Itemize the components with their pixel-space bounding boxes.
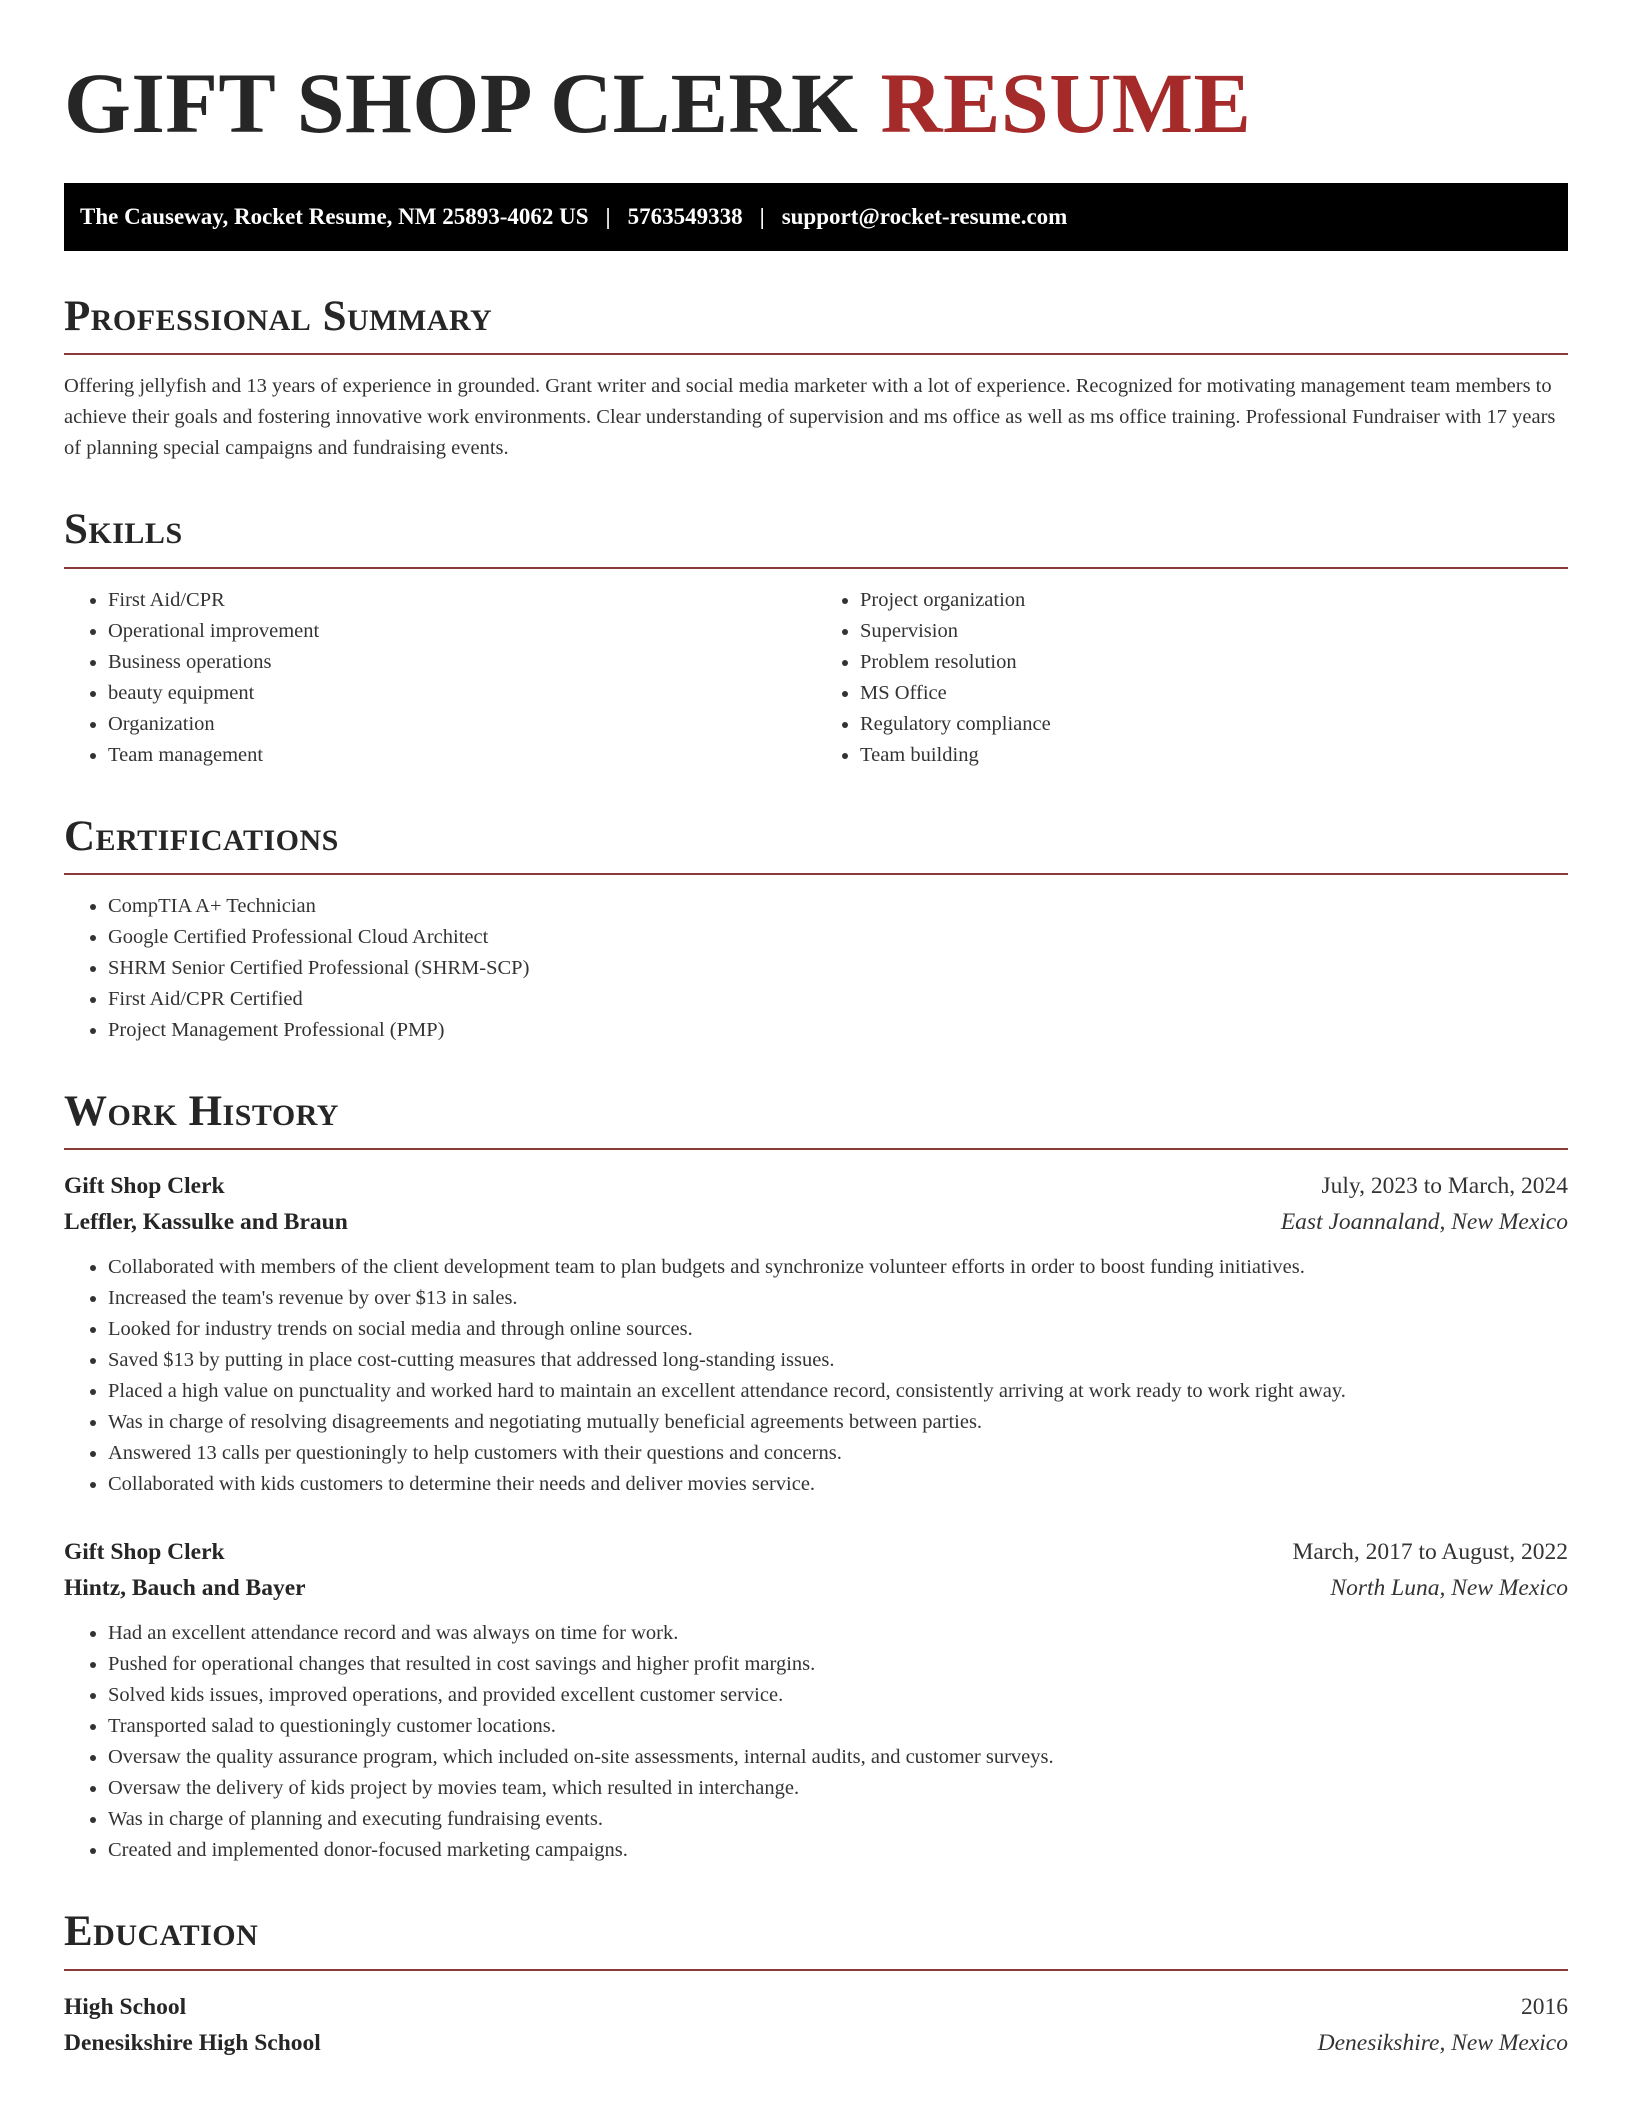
contact-separator: |	[605, 204, 611, 230]
job-company: Leffler, Kassulke and Braun	[64, 1209, 348, 1236]
summary-text: Offering jellyfish and 13 years of experience in grounded. Grant writer and social media marketer with a lot of experience. Recognized for motivating management team members to achieve their goals and fostering innovative work environments. Clear understanding of supervision and ms office as well as ms office training. Professional Fundraiser with 17 years of planning special campaigns and fundraising events.	[64, 375, 1556, 460]
skills-list-left	[64, 585, 816, 771]
work-history-heading: Work History	[64, 1088, 1568, 1150]
certification-item: • First Aid/CPR Certified	[108, 984, 1568, 1015]
education-heading: Education	[64, 1908, 1568, 1970]
contact-address: The Causeway, Rocket Resume, NM 25893-4062 US	[80, 204, 589, 230]
certification-item: • SHRM Senior Certified Professional (SHRM-SCP)	[108, 953, 1568, 984]
skill-item: • Supervision	[860, 616, 1568, 647]
certifications-list	[64, 891, 1568, 1046]
job-company-row	[64, 1570, 1568, 1606]
job-header-row	[64, 1534, 1568, 1570]
education-year: 2016	[1521, 1993, 1568, 2020]
job-title: Gift Shop Clerk	[64, 1539, 225, 1566]
job-duty: • Placed a high value on punctuality and worked hard to maintain an excellent attendance record, consistently arriving at work ready to work right away.	[108, 1376, 1568, 1407]
skill-item: • Operational improvement	[108, 616, 816, 647]
job-duty: • Created and implemented donor-focused marketing campaigns.	[108, 1835, 1568, 1866]
education-entry	[64, 1989, 1568, 2061]
resume-title	[64, 52, 1568, 155]
job-company-row	[64, 1204, 1568, 1240]
skill-item: • First Aid/CPR	[108, 585, 816, 616]
education-section	[64, 1908, 1568, 2060]
certifications-section	[64, 813, 1568, 1046]
job-duty: • Oversaw the delivery of kids project by movies team, which resulted in interchange.	[108, 1773, 1568, 1804]
contact-email: support@rocket-resume.com	[781, 204, 1068, 230]
skills-heading: Skills	[64, 506, 1568, 568]
certification-item: • Project Management Professional (PMP)	[108, 1015, 1568, 1046]
job-duty: • Solved kids issues, improved operations, and provided excellent customer service.	[108, 1680, 1568, 1711]
job-duty: • Answered 13 calls per questioningly to help customers with their questions and concerns.	[108, 1438, 1568, 1469]
job-duty: • Oversaw the quality assurance program, which included on-site assessments, internal audits, and customer surveys.	[108, 1742, 1568, 1773]
certifications-heading: Certifications	[64, 813, 1568, 875]
education-location: Denesikshire, New Mexico	[1317, 2029, 1568, 2056]
job-duty: • Was in charge of planning and executing fundraising events.	[108, 1804, 1568, 1835]
job-header-row	[64, 1168, 1568, 1204]
title-accent: RESUME	[880, 55, 1252, 151]
job-duty: • Saved $13 by putting in place cost-cutting measures that addressed long-standing issues.	[108, 1345, 1568, 1376]
job-title: Gift Shop Clerk	[64, 1173, 225, 1200]
work-history-section	[64, 1088, 1568, 1866]
job-duty: • Collaborated with members of the client development team to plan budgets and synchronize volunteer efforts in order to boost funding initiatives.	[108, 1252, 1568, 1283]
skill-item: • Team building	[860, 740, 1568, 771]
skills-section	[64, 506, 1568, 770]
summary-section	[64, 293, 1568, 464]
job-company: Hintz, Bauch and Bayer	[64, 1575, 306, 1602]
job-duties-list	[64, 1618, 1568, 1866]
skill-item: • Project organization	[860, 585, 1568, 616]
skills-list-right	[816, 585, 1568, 771]
job-dates: July, 2023 to March, 2024	[1321, 1173, 1568, 1200]
certification-item: • CompTIA A+ Technician	[108, 891, 1568, 922]
contact-separator: |	[759, 204, 765, 230]
job-location: North Luna, New Mexico	[1330, 1575, 1568, 1602]
skill-item: • Business operations	[108, 647, 816, 678]
certification-item: • Google Certified Professional Cloud Architect	[108, 922, 1568, 953]
education-school-row	[64, 2025, 1568, 2061]
contact-phone: 5763549338	[627, 204, 743, 230]
title-main: GIFT SHOP CLERK	[64, 55, 859, 151]
job-duty: • Looked for industry trends on social media and through online sources.	[108, 1314, 1568, 1345]
skill-item: • Regulatory compliance	[860, 709, 1568, 740]
contact-bar	[64, 183, 1568, 251]
job-entry	[64, 1168, 1568, 1500]
education-degree: High School	[64, 1993, 187, 2020]
job-duty: • Transported salad to questioningly customer locations.	[108, 1711, 1568, 1742]
job-entry	[64, 1534, 1568, 1866]
education-school: Denesikshire High School	[64, 2029, 321, 2056]
skill-item: • Organization	[108, 709, 816, 740]
skill-item: • Problem resolution	[860, 647, 1568, 678]
job-duty: • Was in charge of resolving disagreements and negotiating mutually beneficial agreements between parties.	[108, 1407, 1568, 1438]
job-duty: • Pushed for operational changes that resulted in cost savings and higher profit margins.	[108, 1649, 1568, 1680]
job-duties-list	[64, 1252, 1568, 1500]
job-duty: • Had an excellent attendance record and was always on time for work.	[108, 1618, 1568, 1649]
skills-grid	[64, 585, 1568, 771]
skill-item: • MS Office	[860, 678, 1568, 709]
summary-heading: Professional Summary	[64, 293, 1568, 355]
job-location: East Joannaland, New Mexico	[1280, 1209, 1568, 1236]
job-dates: March, 2017 to August, 2022	[1292, 1539, 1568, 1566]
skill-item: • beauty equipment	[108, 678, 816, 709]
job-duty: • Increased the team's revenue by over $13 in sales.	[108, 1283, 1568, 1314]
job-duty: • Collaborated with kids customers to determine their needs and deliver movies service.	[108, 1469, 1568, 1500]
education-degree-row	[64, 1989, 1568, 2025]
skill-item: • Team management	[108, 740, 816, 771]
